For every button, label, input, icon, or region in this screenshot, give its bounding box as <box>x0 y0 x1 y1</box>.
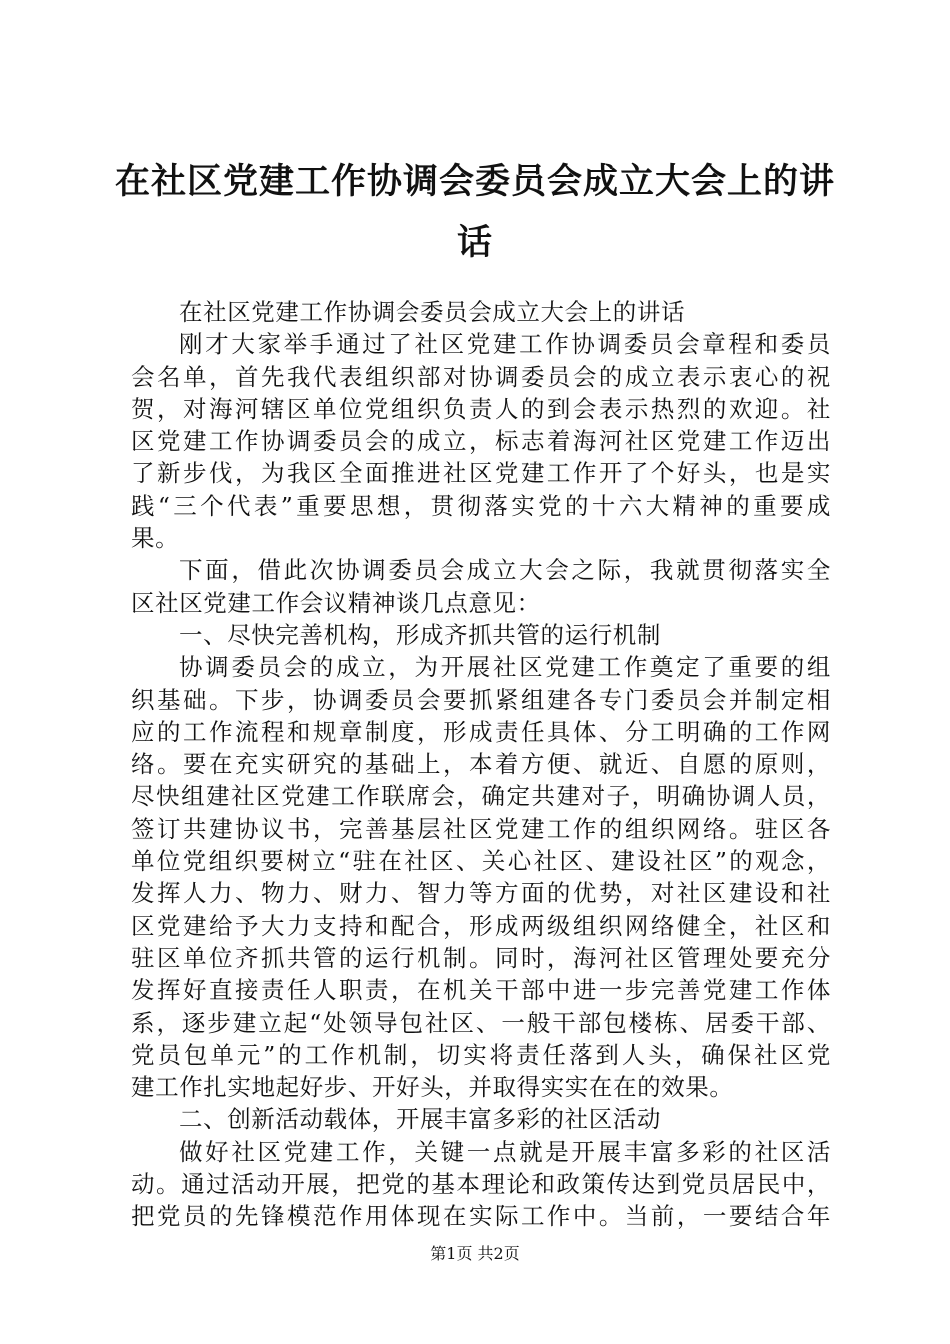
paragraph-line: 织基础。下步，协调委员会要抓紧组建各专门委员会并制定相 <box>131 685 831 714</box>
paragraph-line: 签订共建协议书，完善基层社区党建工作的组织网络。驻区各 <box>131 814 831 843</box>
paragraph-line: 建工作扎实地起好步、开好头，并取得实实在在的效果。 <box>131 1073 734 1102</box>
paragraph-line: 党员包单元”的工作机制，切实将责任落到人头，确保社区党 <box>131 1040 831 1069</box>
paragraph-line: 动。通过活动开展，把党的基本理论和政策传达到党员居民中， <box>131 1170 831 1199</box>
paragraph-line: 做好社区党建工作，关键一点就是开展丰富多彩的社区活 <box>179 1137 831 1166</box>
paragraph-line: 区社区党建工作会议精神谈几点意见： <box>131 588 541 617</box>
paragraph-line: 一、尽快完善机构，形成齐抓共管的运行机制 <box>179 620 661 649</box>
paragraph-line: 会名单，首先我代表组织部对协调委员会的成立表示衷心的祝 <box>131 362 831 391</box>
paragraph-line: 发挥好直接责任人职责，在机关干部中进一步完善党建工作体 <box>131 976 831 1005</box>
page-footer: 第1页 共2页 <box>430 1244 520 1263</box>
paragraph-line: 发挥人力、物力、财力、智力等方面的优势，对社区建设和社 <box>131 879 831 908</box>
document-body <box>131 296 831 1233</box>
paragraph-line: 应的工作流程和规章制度，形成责任具体、分工明确的工作网 <box>131 717 831 746</box>
paragraph-line: 把党员的先锋模范作用体现在实际工作中。当前，一要结合年 <box>131 1202 831 1231</box>
paragraph-line: 区党建给予大力支持和配合，形成两级组织网络健全，社区和 <box>131 911 831 940</box>
document-title-line-2: 话 <box>456 222 493 263</box>
paragraph-line: 刚才大家举手通过了社区党建工作协调委员会章程和委员 <box>179 330 831 359</box>
paragraph-line: 在社区党建工作协调会委员会成立大会上的讲话 <box>179 298 686 326</box>
paragraph-line: 系，逐步建立起“处领导包社区、一般干部包楼栋、居委干部、 <box>131 1008 831 1037</box>
paragraph-line: 了新步伐，为我区全面推进社区党建工作开了个好头，也是实 <box>131 459 831 488</box>
paragraph-line: 果。 <box>131 524 180 553</box>
paragraph-line: 驻区单位齐抓共管的运行机制。同时，海河社区管理处要充分 <box>131 943 831 972</box>
document-title-line-1: 在社区党建工作协调会委员会成立大会上的讲 <box>114 161 835 202</box>
paragraph-line: 络。要在充实研究的基础上，本着方便、就近、自愿的原则， <box>131 750 831 779</box>
paragraph-line: 协调委员会的成立，为开展社区党建工作奠定了重要的组 <box>179 653 831 682</box>
paragraph-line: 单位党组织要树立“驻在社区、关心社区、建设社区”的观念， <box>131 847 831 876</box>
paragraph-line: 二、创新活动载体，开展丰富多彩的社区活动 <box>179 1105 661 1134</box>
paragraph-line: 尽快组建社区党建工作联席会，确定共建对子，明确协调人员， <box>131 782 831 811</box>
paragraph-line: 贺，对海河辖区单位党组织负责人的到会表示热烈的欢迎。社 <box>131 394 831 423</box>
paragraph-line: 下面，借此次协调委员会成立大会之际，我就贯彻落实全 <box>179 556 831 585</box>
paragraph-line: 区党建工作协调委员会的成立，标志着海河社区党建工作迈出 <box>131 427 831 456</box>
paragraph-line: 践“三个代表”重要思想，贯彻落实党的十六大精神的重要成 <box>131 491 831 520</box>
